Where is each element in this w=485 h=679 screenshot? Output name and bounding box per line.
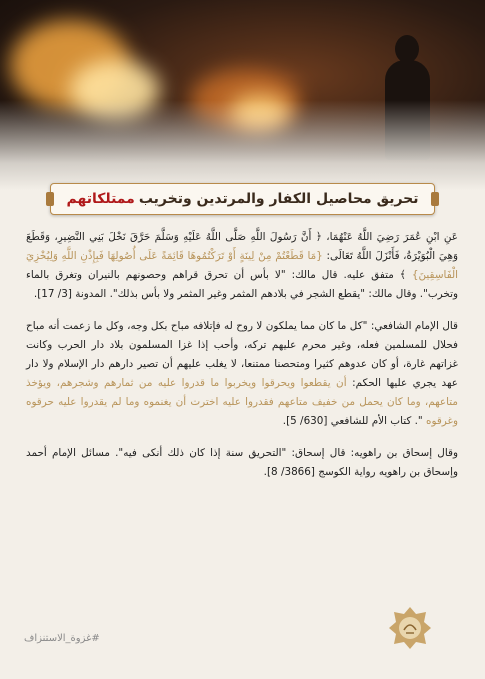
paragraph-2 [26,317,458,431]
title-main: تحريق محاصيل الكفار والمرتدين وتخريب [138,191,419,207]
title-box [50,183,435,215]
paragraph-2-intro: قال الإمام الشافعي: "كل ما كان مما يملكون لا روح له فإتلافه مباح بكل وجه، وكل ما زعمت أنه مباح فحلال للمسلمين فعله، وغير محرم عليهم تركه، وأحب إذا غزا المسلمون بلاد دار الحرب وكانت غزاتهم غارة، أو كان عدوهم كثيرا ومتحصنا ممتنعا، لا يغلب عليهم أن تصير دارهم دار الإسلام ولا دار عهد يجري عليها الحكم: [26,320,458,389]
paragraph-1-verse: {مَا قَطَعْتُمْ مِنْ لِينَةٍ أَوْ تَرَكْتُمُوهَا قَائِمَةً عَلَى أُصُولِهَا فَبِإِذْنِ اللَّهِ وَلِيُخْزِيَ الْفَاسِقِينَ} [26,250,458,281]
paragraph-2-verse: أن يقطعوا ويحرقوا ويخربوا ما قدروا عليه من ثمارهم وشجرهم، ويؤخذ متاعهم، وما كان يحمل من خفيف متاعهم فقدروا عليه اخترت أن يغنموه وما لم يقدروا عليه حرقوه وغرقوه [26,377,458,427]
title-banner [50,183,435,215]
paragraph-2-rest: ". كتاب الأم للشافعي [630/ 5]. [282,415,423,427]
fighter-head [395,35,419,63]
paragraph-1 [26,228,458,304]
paragraph-3 [26,444,458,482]
article-body [26,228,458,495]
photo-fade [0,100,485,190]
paragraph-3-intro: وقال إسحاق بن راهويه: قال إسحاق: "التحريق سنة إذا كان ذلك أنكى فيه". مسائل الإمام أحمد وإسحاق بن راهويه رواية الكوسج [3866/ 8]. [26,447,458,478]
emblem-logo-icon [388,606,432,650]
paragraph-1-intro: عَنِ ابْنِ عُمَرَ رَضِيَ اللَّهُ عَنْهُمَا، ﴿ أَنَّ رَسُولَ اللَّهِ صَلَّى اللَّهُ عَلَيْهِ وَسَلَّمَ حَرَّقَ نَخْلَ بَنِي النَّضِيرِ، وَقَطَعَ وَهِيَ الْبُوَيْرَةُ، فَأَنْزَلَ اللَّهُ تَعَالَى: [26,231,458,262]
paragraph-1-rest: ﴾ متفق عليه. قال مالك: "لا بأس أن تحرق قراهم وحصونهم بالنيران وتغرق بالماء وتخرب". وقال مالك: "يقطع الشجر في بلادهم المثمر وغير المثمر ولا بأس بذلك". المدونة [3/ 17]. [26,269,458,300]
title-highlight: ممتلكاتهم [66,191,135,207]
header-photo [0,0,485,190]
hashtag-label: #غزوة_الاستنزاف [24,633,100,644]
